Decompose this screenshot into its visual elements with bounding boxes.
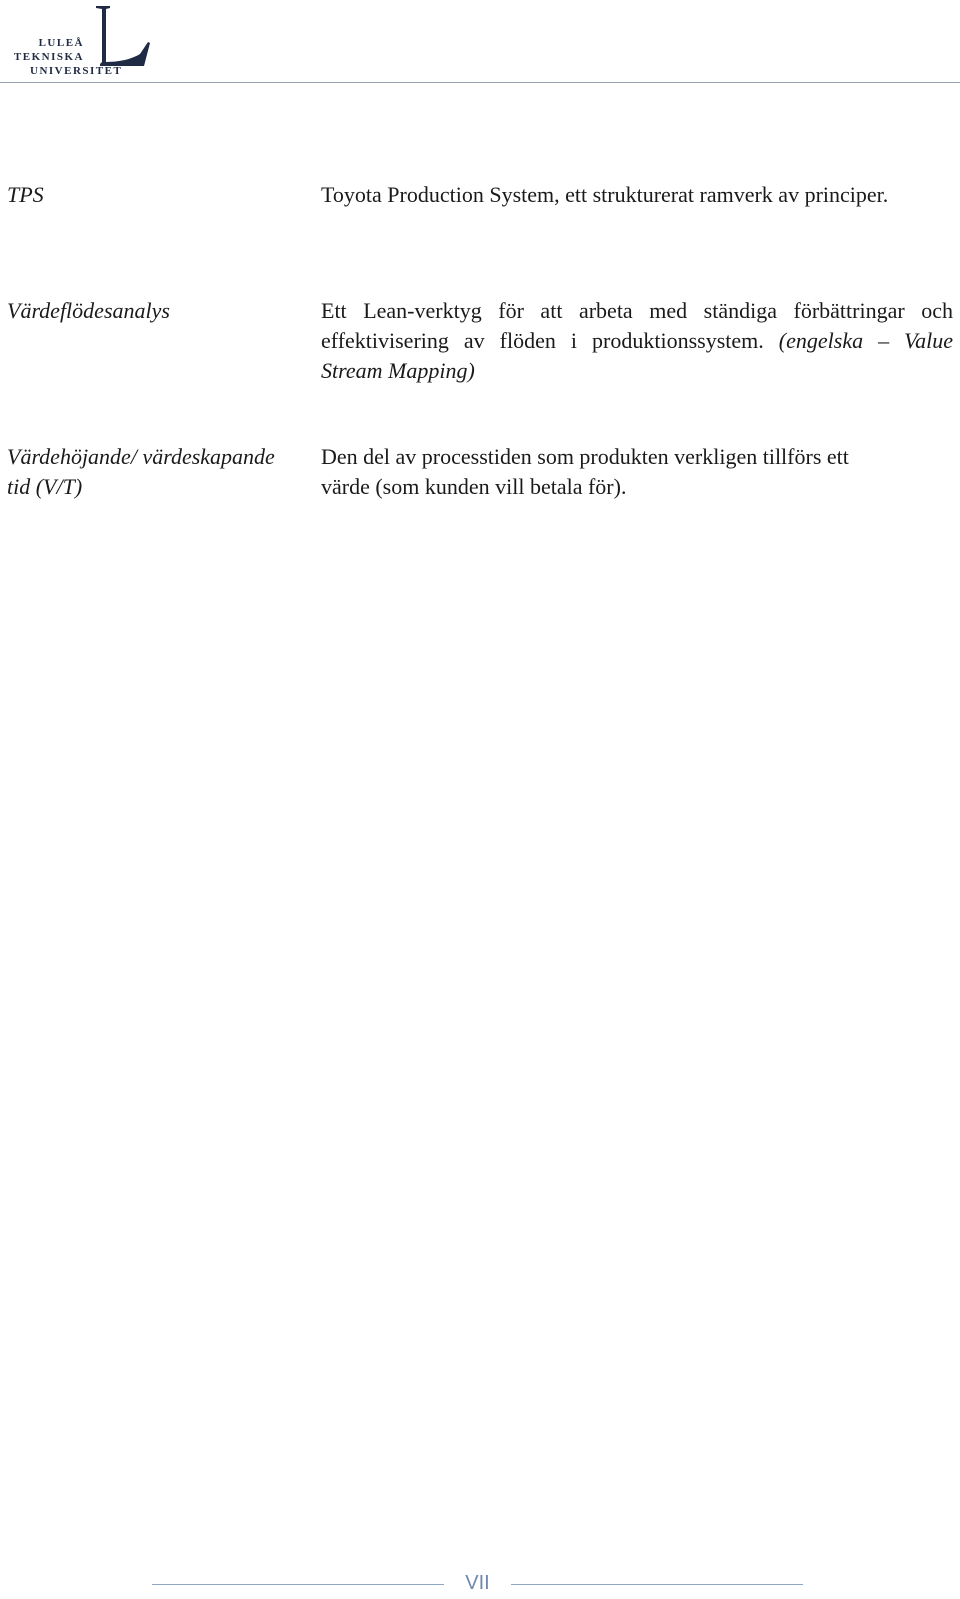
glossary-definition-vardeflodesanalys xyxy=(321,296,953,386)
logo-text-line-2: TEKNISKA xyxy=(13,51,84,63)
footer-rule-left xyxy=(152,1584,444,1585)
glossary-term-vardeflodesanalys: Värdeflödesanalys xyxy=(7,298,170,323)
page-number: VII xyxy=(465,1572,490,1594)
logo-text-line-3: UNIVERSITET xyxy=(30,65,123,77)
glossary-term-tps: TPS xyxy=(7,182,44,207)
glossary-term-vardehojande: Värdehöjande/ värdeskapande tid (V/T) xyxy=(7,444,275,499)
glossary-definition-tps: Toyota Production System, ett strukturerat ramverk av principer. xyxy=(321,182,889,207)
ltu-l-monogram-icon xyxy=(82,2,154,70)
glossary-definition-vardehojande: Den del av processtiden som produkten verkligen tillförs ett värde (som kunden vill betala för). xyxy=(321,444,849,499)
footer-rule-right xyxy=(511,1584,803,1585)
definition-note: (engelska – Value Stream Mapping) xyxy=(321,328,954,383)
university-logo xyxy=(8,0,158,82)
header-divider xyxy=(0,82,960,83)
logo-text-line-1: LULEÅ xyxy=(38,37,84,49)
definition-text: Ett Lean-verktyg för att arbeta med ständiga förbättringar och effektivisering av flöden i produktionssystem. xyxy=(321,298,953,353)
